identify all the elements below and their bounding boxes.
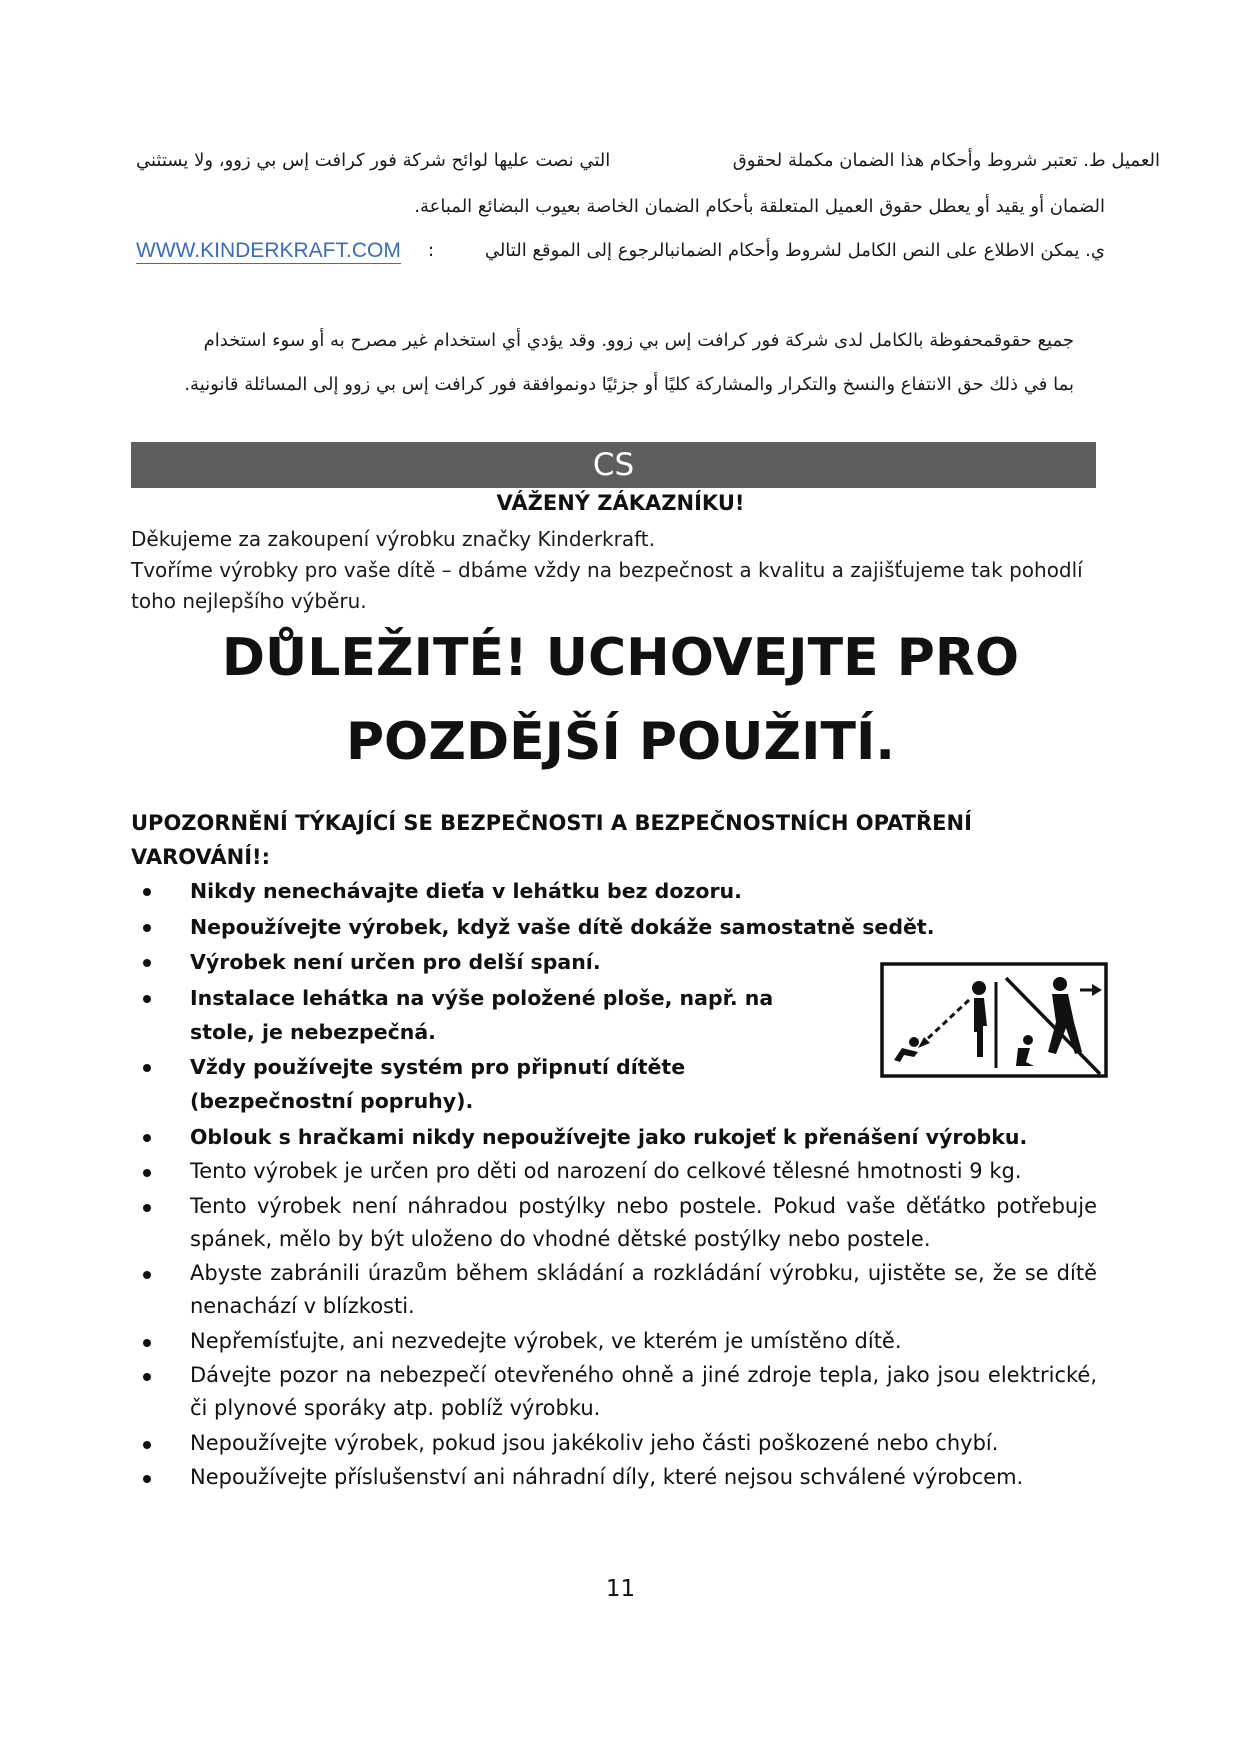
list-item: Abyste zabránili úrazům během skládání a rozkládání výrobku, ujistěte se, že se dítě nenachází v blízkosti. <box>131 1257 1097 1323</box>
list-item: Nepřemísťujte, ani nezvedejte výrobek, ve kterém je umístěno dítě. <box>131 1325 1097 1358</box>
bullet-icon <box>143 1441 151 1449</box>
list-item: Dávejte pozor na nebezpečí otevřeného ohně a jiné zdroje tepla, jako jsou elektrické, či plynové sporáky atp. poblíž výrobku. <box>131 1359 1097 1425</box>
list-item: Oblouk s hračkami nikdy nepoužívejte jako rukojeť k přenášení výrobku. <box>131 1120 1097 1154</box>
bullet-icon <box>143 1339 151 1347</box>
bullet-icon <box>143 888 151 896</box>
intro-line-3: toho nejlepšího výběru. <box>131 589 367 613</box>
intro-line-2: Tvoříme výrobky pro vaše dítě – dbáme vždy na bezpečnost a kvalitu a zajišťujeme tak pohodlí <box>131 558 1083 582</box>
arabic-line-3: ي. يمكن الاطلاع على النص الكامل لشروط وأحكام الضمانبالرجوع إلى الموقع التالي <box>484 240 1105 261</box>
child-fall-warning-icon <box>880 962 1108 1078</box>
language-band-cs: CS <box>131 442 1096 488</box>
bullet-icon <box>143 1169 151 1177</box>
kinderkraft-link[interactable]: WWW.KINDERKRAFT.COM <box>136 239 401 262</box>
list-item: Instalace lehátka na výše položené ploše, např. na stole, je nebezpečná. <box>131 981 810 1049</box>
list-item: Tento výrobek není náhradou postýlky nebo postele. Pokud vaše děťátko potřebuje spánek, mělo by být uloženo do vhodné dětské postýlky nebo postele. <box>131 1190 1097 1256</box>
headline-line-1: DŮLEŽITÉ! UCHOVEJTE PRO <box>221 628 1020 688</box>
url-separator: : <box>428 240 435 261</box>
arabic-line-1-left: التي نصت عليها لوائح شركة فور كرافت إس بي زوو، ولا يستثني <box>136 150 611 171</box>
arabic-line-1-right: العميل ط. تعتبر شروط وأحكام هذا الضمان مكملة لحقوق <box>732 150 1160 171</box>
arabic-line-5: بما في ذلك حق الانتفاع والنسخ والتكرار والمشاركة كليًا أو جزئيًا دونموافقة فور كرافت إس بي زوو إلى المسائلة قانونية. <box>184 374 1074 395</box>
section-title: UPOZORNĚNÍ TÝKAJÍCÍ SE BEZPEČNOSTI A BEZPEČNOSTNÍCH OPATŘENÍ <box>131 811 972 835</box>
bullet-icon <box>143 995 151 1003</box>
bullet-icon <box>143 1204 151 1212</box>
intro-line-1: Děkujeme za zakoupení výrobku značky Kinderkraft. <box>131 527 655 551</box>
bullet-icon <box>143 1134 151 1142</box>
list-item: Nikdy nenechávajte dieťa v lehátku bez dozoru. <box>131 874 1097 908</box>
headline-line-2: POZDĚJŠÍ POUŽITÍ. <box>345 712 896 772</box>
warning-label: VAROVÁNÍ!: <box>131 845 270 869</box>
arabic-line-2: الضمان أو يقيد أو يعطل حقوق العميل المتعلقة بأحكام الضمان الخاصة بعيوب البضائع المباعة. <box>414 196 1105 217</box>
list-item: Nepoužívejte výrobek, když vaše dítě dokáže samostatně sedět. <box>131 910 1097 944</box>
bullet-icon <box>143 1475 151 1483</box>
bullet-icon <box>143 959 151 967</box>
bullet-icon <box>143 1271 151 1279</box>
greeting-heading: VÁŽENÝ ZÁKAZNÍKU! <box>496 491 745 515</box>
list-item: Vždy používejte systém pro připnutí dítěte (bezpečnostní popruhy). <box>131 1050 810 1118</box>
page-number: 11 <box>605 1576 636 1602</box>
bullet-icon <box>143 1373 151 1381</box>
arabic-line-4: جميع حقوقمحفوظة بالكامل لدى شركة فور كرافت إس بي زوو. وقد يؤدي أي استخدام غير مصرح به أو سوء استخدام <box>203 330 1074 351</box>
list-item: Výrobek není určen pro delší spaní. <box>131 945 1097 979</box>
list-item: Nepoužívejte výrobek, pokud jsou jakékoliv jeho části poškozené nebo chybí. <box>131 1427 1097 1460</box>
list-item: Tento výrobek je určen pro děti od narození do celkové tělesné hmotnosti 9 kg. <box>131 1155 1097 1188</box>
list-item: Nepoužívejte příslušenství ani náhradní díly, které nejsou schválené výrobcem. <box>131 1461 1097 1494</box>
bullet-icon <box>143 1064 151 1072</box>
bullet-icon <box>143 924 151 932</box>
